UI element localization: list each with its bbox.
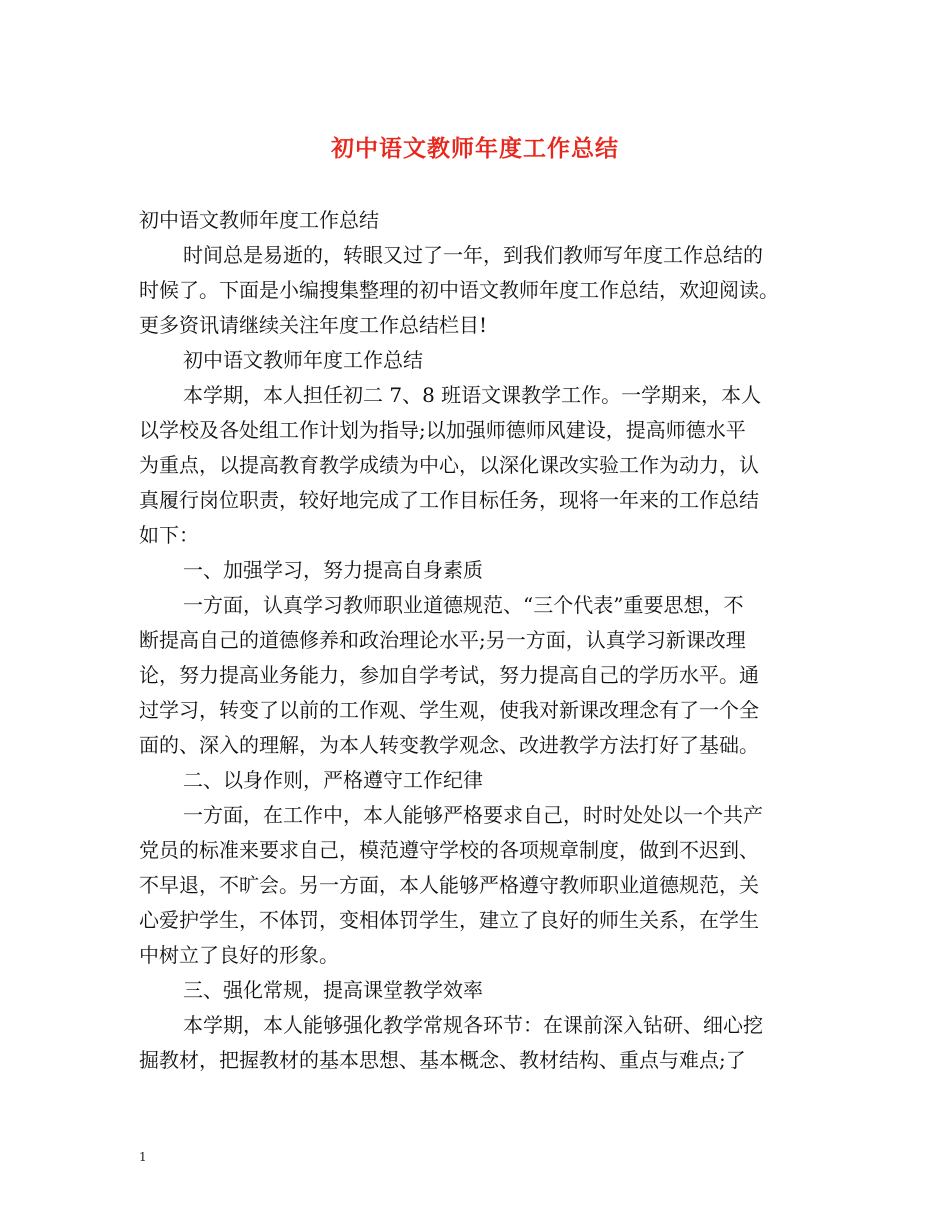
text-line: 如下： (139, 523, 199, 547)
text-line: 党员的标准来要求自己，模范遵守学校的各项规章制度，做到不迟到、 (139, 838, 759, 862)
text-line: 以学校及各处组工作计划为指导;以加强师德师风建设，提高师德水平 (139, 418, 746, 442)
text-line: 断提高自己的道德修养和政治理论水平;另一方面，认真学习新课改理 (139, 628, 746, 652)
text-line: 初中语文教师年度工作总结 (183, 348, 423, 372)
text-line: 心爱护学生，不体罚，变相体罚学生，建立了良好的师生关系，在学生 (139, 908, 759, 932)
text-line: 本学期，本人能够强化教学常规各环节：在课前深入钻研、细心挖 (183, 1013, 763, 1037)
text-line: 为重点，以提高教育教学成绩为中心，以深化课改实验工作为动力，认 (139, 453, 759, 477)
text-line: 掘教材，把握教材的基本思想、基本概念、教材结构、重点与难点;了 (139, 1048, 746, 1072)
document-title: 初中语文教师年度工作总结 (331, 135, 619, 162)
text-line: 时候了。下面是小编搜集整理的初中语文教师年度工作总结，欢迎阅读。 (139, 278, 779, 302)
section-heading: 一、加强学习，努力提高自身素质 (183, 558, 483, 582)
text-line: 不早退，不旷会。另一方面，本人能够严格遵守教师职业道德规范，关 (139, 873, 759, 897)
text-line: 一方面，认真学习教师职业道德规范、“三个代表”重要思想，不 (183, 593, 744, 617)
text-line: 面的、深入的理解，为本人转变教学观念、改进教学方法打好了基础。 (139, 733, 759, 757)
text-line: 论，努力提高业务能力，参加自学考试，努力提高自己的学历水平。通 (139, 663, 759, 687)
text-line: 时间总是易逝的，转眼又过了一年，到我们教师写年度工作总结的 (183, 243, 763, 267)
text-line: 过学习，转变了以前的工作观、学生观，使我对新课改理念有了一个全 (139, 698, 759, 722)
text-line: 本学期，本人担任初二 7、8 班语文课教学工作。一学期来，本人 (183, 383, 762, 407)
text-line: 更多资讯请继续关注年度工作总结栏目! (139, 313, 488, 337)
text-line: 初中语文教师年度工作总结 (139, 208, 379, 232)
document-body (139, 203, 814, 1078)
section-heading: 二、以身作则，严格遵守工作纪律 (183, 768, 483, 792)
text-line: 真履行岗位职责，较好地完成了工作目标任务，现将一年来的工作总结 (139, 488, 759, 512)
text-line: 中树立了良好的形象。 (139, 943, 339, 967)
text-line: 一方面，在工作中，本人能够严格要求自己，时时处处以一个共产 (183, 803, 763, 827)
page-number: 1 (139, 1150, 147, 1164)
section-heading: 三、强化常规，提高课堂教学效率 (183, 978, 483, 1002)
